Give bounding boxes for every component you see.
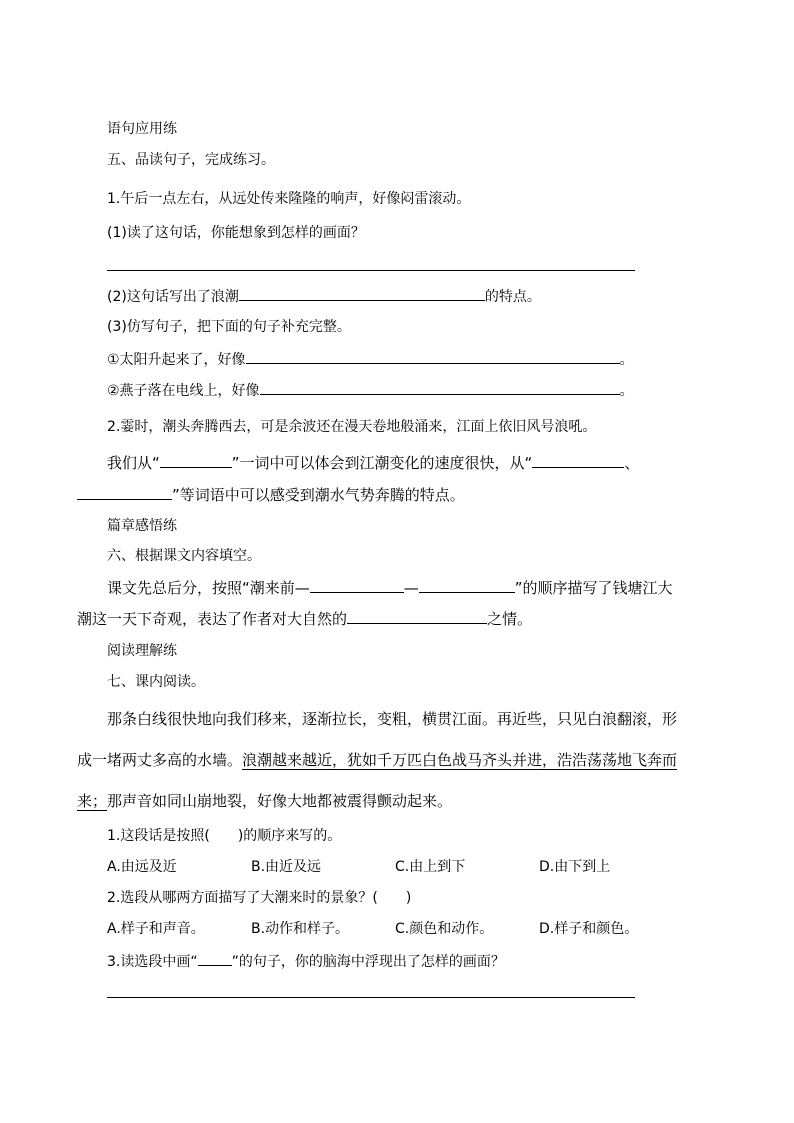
question-5-2-line-2 <box>77 485 465 505</box>
question-5-1-3-b-prefix: ②燕子落在电线上，好像 <box>107 383 260 399</box>
question-7-3-prefix: 3.读选段中画“ <box>107 954 198 970</box>
answer-blank[interactable] <box>260 380 620 395</box>
question-5-1-3-a-prefix: ①太阳升起来了，好像 <box>107 352 246 368</box>
answer-blank[interactable] <box>419 578 515 593</box>
option-a[interactable]: A.由远及近 <box>107 859 177 875</box>
passage-line-1: 那条白线很快地向我们移来，逐渐拉长，变粗，横贯江面。再近些，只见白浪翻滚，形 <box>107 710 678 728</box>
answer-blank[interactable] <box>77 485 172 500</box>
answer-blank[interactable] <box>310 578 404 593</box>
question-5-2-text-1: 我们从“ <box>107 454 160 472</box>
section-title-yuedu: 阅读理解练 <box>107 643 177 659</box>
underlined-sentence-end: 来； <box>77 792 108 810</box>
option-a[interactable]: A.样子和声音。 <box>107 921 205 937</box>
question-5-1-3-prompt: (3)仿写句子，把下面的句子补充完整。 <box>107 319 351 335</box>
underline-mark <box>198 951 232 966</box>
question-5-1-3-a <box>107 349 634 370</box>
question-7-1-options <box>107 857 683 877</box>
underlined-sentence: 浪潮越来越近，犹如千万匹白色战马齐头并进，浩浩荡荡地飞奔而 <box>242 751 678 769</box>
passage-text: 那声音如同山崩地裂，好像大地都被震得颤动起来。 <box>107 792 453 810</box>
answer-blank[interactable] <box>532 453 624 468</box>
period: 。 <box>619 383 634 399</box>
question-6-text-5: 之情。 <box>487 610 533 628</box>
period: 。 <box>619 352 634 368</box>
question-6-text-2: — <box>403 579 419 597</box>
question-5-2-text-2: ”一词中可以体会到江潮变化的速度很快，从“ <box>231 454 533 472</box>
question-6-text-4: 潮这一天下奇观，表达了作者对大自然的 <box>77 610 348 628</box>
question-6-line-1 <box>107 578 673 598</box>
question-6-text-3: ”的顺序描写了钱塘江大 <box>514 579 673 597</box>
answer-blank[interactable] <box>347 609 487 624</box>
question-5-1-2 <box>107 286 541 307</box>
question-5-1-2-suffix: 的特点。 <box>484 289 541 305</box>
answer-line[interactable] <box>107 270 635 271</box>
question-7-heading: 七、课内阅读。 <box>107 674 205 690</box>
question-5-1-3-b <box>107 380 634 401</box>
question-7-3-suffix: ”的句子，你的脑海中浮现出了怎样的画面？ <box>231 954 505 970</box>
question-5-heading: 五、品读句子，完成练习。 <box>107 152 275 168</box>
option-d[interactable]: D.样子和颜色。 <box>539 921 639 937</box>
question-5-2-text-3: 、 <box>624 454 640 472</box>
question-5-2-line-1 <box>107 453 639 473</box>
question-6-heading: 六、根据课文内容填空。 <box>107 548 261 564</box>
question-6-line-2 <box>77 609 532 629</box>
question-5-1-2-prefix: (2)这句话写出了浪潮 <box>107 289 239 305</box>
answer-blank[interactable] <box>239 286 485 301</box>
passage-text: 成一堵两丈多高的水墙。 <box>77 751 243 769</box>
option-b[interactable]: B.动作和样子。 <box>251 921 350 937</box>
option-c[interactable]: C.颜色和动作。 <box>395 921 494 937</box>
question-5-1-sentence: 1.午后一点左右，从远处传来隆隆的响声，好像闷雷滚动。 <box>107 191 471 207</box>
question-5-1-1-prompt: (1)读了这句话，你能想象到怎样的画面？ <box>107 225 365 241</box>
question-7-2: 2.选段从哪两方面描写了大潮来时的景象？( ) <box>107 890 412 906</box>
question-6-text-1: 课文先总后分，按照“潮来前— <box>107 579 310 597</box>
answer-blank[interactable] <box>246 349 620 364</box>
question-7-3 <box>107 951 505 972</box>
section-title-yuju: 语句应用练 <box>107 121 177 137</box>
answer-line[interactable] <box>107 997 635 998</box>
option-b[interactable]: B.由近及远 <box>251 859 322 875</box>
question-7-2-options <box>107 919 683 939</box>
question-5-2-sentence: 2.霎时，潮头奔腾西去，可是余波还在漫天卷地般涌来，江面上依旧风号浪吼。 <box>107 419 597 435</box>
answer-blank[interactable] <box>160 453 232 468</box>
question-5-2-text-4: ”等词语中可以感受到潮水气势奔腾的特点。 <box>172 486 465 504</box>
option-c[interactable]: C.由上到下 <box>395 859 466 875</box>
passage-line-2 <box>77 750 677 770</box>
passage-line-3 <box>77 791 452 811</box>
section-title-pianzhang: 篇章感悟练 <box>107 518 177 534</box>
question-7-1: 1.这段话是按照( )的顺序来写的。 <box>107 828 342 844</box>
option-d[interactable]: D.由下到上 <box>539 859 611 875</box>
